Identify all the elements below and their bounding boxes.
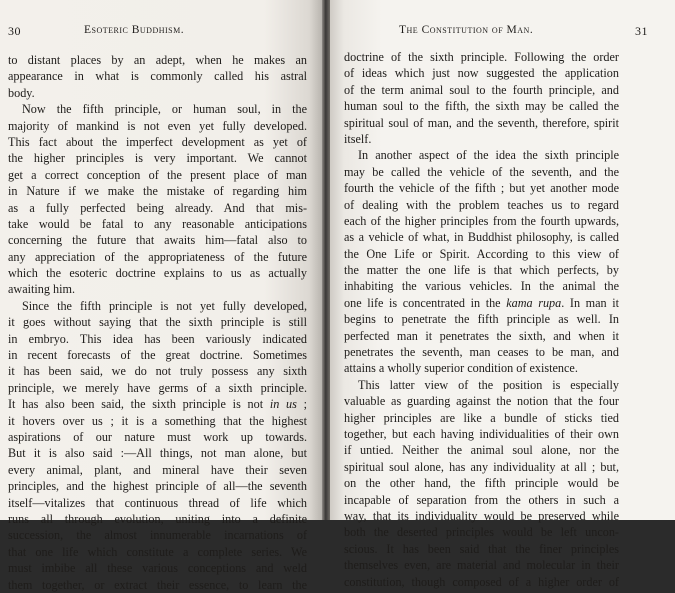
text-line: to distant places by an adept, when he makes an [8,53,307,67]
text-line: begins to penetrate the fifth principle as well. In [344,312,619,327]
text-line: majority of mankind is not even yet fully developed. [8,118,307,133]
book-gutter [322,0,330,520]
text-line: inhabiting the various vehicles. In the animal the [344,279,619,294]
left-running-head: Esoteric Buddhism. [84,24,185,36]
text-line: the higher principles is very important. We cannot [8,151,307,166]
text-line: which the esoteric doctrine explains to us as actually [8,266,307,281]
text-line: the One Life or Spirit. According to this view of [344,246,619,261]
text-line: it goes without saying that the sixth principle is still [8,315,307,330]
text-line: constitution, though composed of a higher order of [344,574,619,589]
text-line: perfected man it penetrates the sixth, and when it [344,328,619,343]
text-line: Now the fifth principle, or human soul, in the [22,102,307,117]
text-line: incapable of separation from the others in such a [344,492,619,507]
text-line: But it is also said :—All things, not man alone, but [8,446,307,461]
text-line: spiritual soul alone, has any individuality at all ; but, [344,459,619,474]
text-line: This fact about the imperfect development as yet of [8,134,307,149]
text-line: human soul to the fifth, the sixth may be called the [344,99,619,114]
text-line: every animal, plant, and mineral have their seven [8,462,307,477]
right-page-number: 31 [635,24,648,38]
right-page [330,0,675,589]
text-line: as a fully perfected being already. And that mis- [8,200,307,215]
text-line: take would be fatal to any reasonable anticipations [8,216,307,231]
left-page-body-text [8,52,307,593]
text-line: concerning the future that awaits him—fatal also to [8,233,307,248]
text-line: in recent forecasts of the great doctrine. Sometimes [8,348,307,363]
right-running-head: The Constitution of Man. [399,24,534,36]
text-line: way, that its individuality would be preserved while [344,508,619,523]
text-line: it has been said, we do not truly possess any sixth [8,364,307,379]
text-line: that one life which constitute a complete series. We [8,544,307,559]
text-line: succession, the almost innumerable incarnations of [8,528,307,543]
text-line: valuable as guarding against the notion that the four [344,394,619,409]
text-line: higher principles are like a bundle of sticks tied [344,410,619,425]
text-line: one life is concentrated in the kama rupa. In man it [344,295,619,310]
text-line: of dealing with the problem teaches us to regard [344,197,619,212]
text-line: principle, we merely have germs of a sixth principle. [8,380,307,395]
text-line: scious. It has been said that the finer principles [344,541,619,556]
text-line: runs all through evolution, uniting into a definite [8,511,307,526]
text-line: in embryo. This idea has been variously indicated [8,331,307,346]
text-line: appearance in what is commonly called his astral [8,69,307,84]
text-line: in Nature if we make the mistake of regarding him [8,184,307,199]
text-line: both the deserted principles would be left uncon- [344,525,619,540]
text-line: awaiting him. [8,282,76,297]
text-line: it hovers over us ; it is a something that the highest [8,413,307,428]
text-line: on the other hand, the fifth principle would be [344,476,619,491]
text-line: This latter view of the position is especially [358,377,619,392]
text-line: of ideas which just now suggested the application [344,66,619,81]
text-line: body. [8,85,35,100]
text-line: fourth the vehicle of the fifth ; but yet another mode [344,181,619,196]
text-line: principles, and the highest principle of all—the seventh [8,479,307,494]
text-line: aspirations of our nature must work up towards. [8,429,307,444]
text-line: if untied. Neither the animal soul alone, nor the [344,443,619,458]
text-line: must imbibe all these various conceptions and weld [8,561,307,576]
right-page-body-text [344,49,619,590]
text-line: the matter the one life is that which perfects, by [344,263,619,278]
text-line: each of the higher principles from the fourth upwards, [344,213,619,228]
text-line: any appreciation of the appropriateness of the future [8,249,307,264]
text-line: It has also been said, the sixth principle is not in us ; [8,397,307,412]
text-line: Since the fifth principle is not yet fully developed, [22,298,307,313]
text-line: doctrine of the sixth principle. Following the order [344,50,619,64]
text-line: them together, or extract their essence, to learn the [8,577,307,592]
text-line: may be called the vehicle of the seventh, and the [344,164,619,179]
text-line: themselves even, are material and molecular in their [344,558,619,573]
text-line: get a correct conception of the present place of man [8,167,307,182]
left-page [0,0,322,592]
text-line: of the term animal soul to the fourth principle, and [344,82,619,97]
text-line: spiritual soul of man, and the seventh, therefore, spirit [344,115,619,130]
text-line: attains a wholly superior condition of existence. [344,361,578,376]
text-line: together, but each having individualities of their own [344,426,619,441]
text-line: In another aspect of the idea the sixth principle [358,148,619,163]
left-page-number: 30 [8,24,21,38]
text-line: itself—vitalizes that continuous thread of life which [8,495,307,510]
text-line: itself. [344,131,372,146]
text-line: penetrates the seventh, man ceases to be man, and [344,345,619,360]
text-line: as a vehicle of what, in Buddhist philosophy, is called [344,230,619,245]
